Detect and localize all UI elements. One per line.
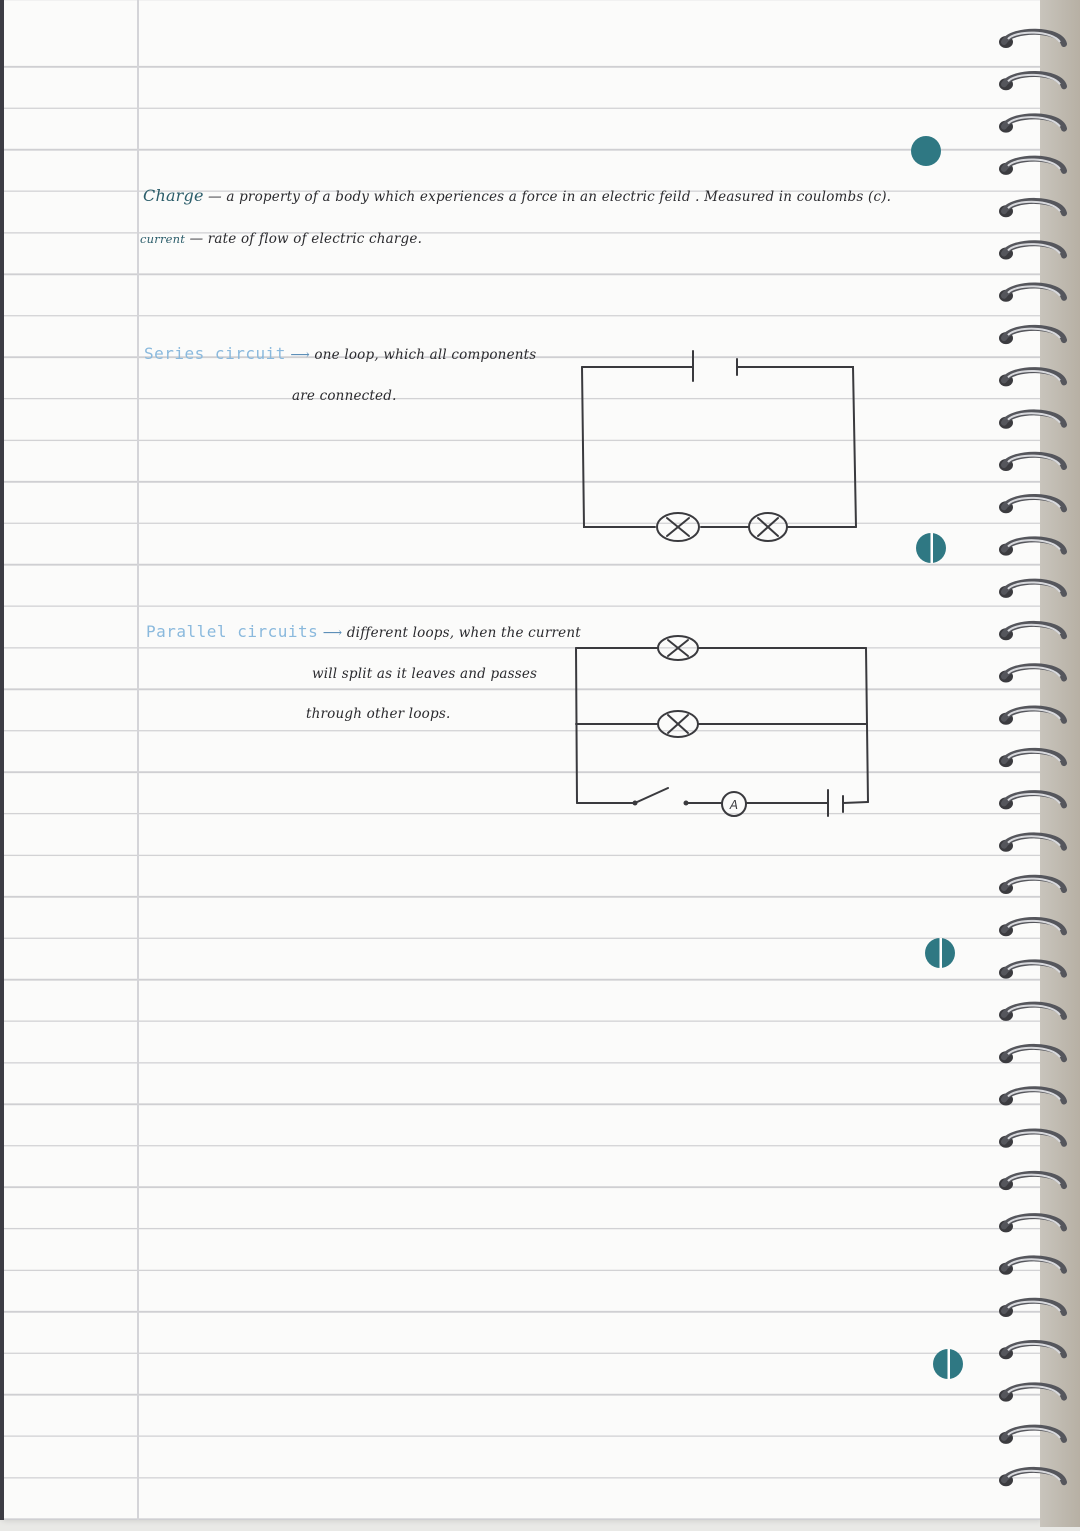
hole-punch-4 bbox=[933, 1349, 963, 1379]
parallel-line-2: will split as it leaves and passes bbox=[312, 666, 538, 682]
charge-text: — a property of a body which experiences a force in an electric feild . Measured in coulombs (c). bbox=[208, 189, 892, 205]
parallel-circuit-diagram bbox=[576, 636, 868, 816]
arrow-icon: ⟶ bbox=[290, 347, 310, 363]
series-term: Series circuit bbox=[144, 344, 286, 363]
spiral-binding bbox=[1040, 0, 1080, 1527]
hole-punch-2 bbox=[916, 533, 946, 563]
parallel-bulb-2 bbox=[658, 711, 698, 737]
switch-contact-left bbox=[633, 801, 638, 806]
current-term: current bbox=[140, 232, 186, 246]
parallel-line-1: different loops, when the current bbox=[346, 625, 581, 641]
switch-lever bbox=[635, 788, 668, 803]
parallel-wire-right bbox=[866, 648, 868, 802]
parallel-bulb-1 bbox=[658, 636, 698, 660]
series-wire-left bbox=[582, 367, 655, 527]
switch-contact-right bbox=[684, 801, 689, 806]
hole-punch-1 bbox=[911, 136, 941, 166]
current-text: — rate of flow of electric charge. bbox=[189, 231, 423, 247]
series-bulb-1 bbox=[657, 513, 699, 541]
charge-term: Charge bbox=[143, 186, 204, 205]
hole-punch-3 bbox=[925, 938, 955, 968]
series-line-1: one loop, which all components bbox=[314, 347, 537, 363]
parallel-branch-3-right bbox=[843, 802, 868, 803]
parallel-line-3: through other loops. bbox=[306, 706, 451, 722]
spiral-rings bbox=[1040, 0, 1080, 1527]
series-bulb-2 bbox=[749, 513, 787, 541]
series-line-2: are connected. bbox=[292, 388, 397, 404]
arrow-icon: ⟶ bbox=[322, 625, 343, 641]
ammeter-label: A bbox=[729, 798, 739, 812]
series-wire-top-right bbox=[737, 367, 856, 527]
series-circuit-diagram bbox=[582, 351, 856, 541]
parallel-term: Parallel circuits bbox=[146, 622, 319, 641]
parallel-wire-left bbox=[576, 648, 577, 803]
